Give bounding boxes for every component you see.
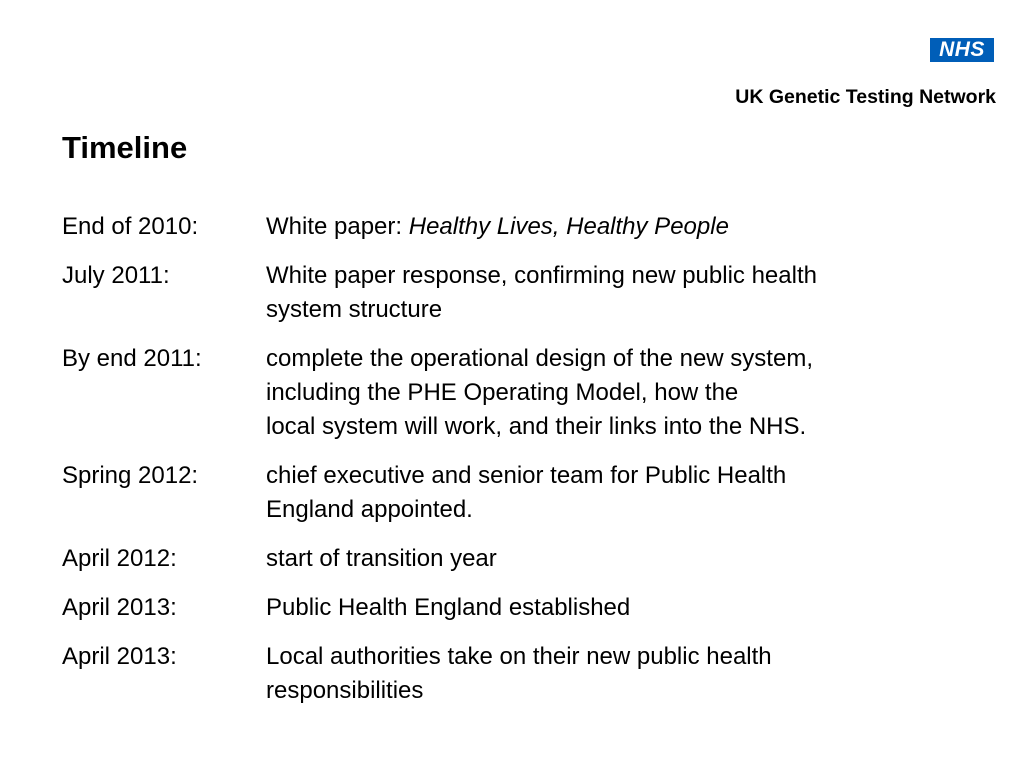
timeline-description bbox=[266, 210, 962, 244]
description-prefix: White paper: bbox=[266, 213, 409, 240]
timeline-date: Spring 2012: bbox=[62, 462, 199, 489]
nhs-logo: NHS bbox=[930, 38, 994, 62]
timeline-description: White paper response, confirming new public health system structure bbox=[266, 262, 817, 323]
timeline-date: April 2012: bbox=[62, 545, 177, 572]
timeline-entry bbox=[62, 591, 962, 625]
timeline-date: End of 2010: bbox=[62, 213, 199, 240]
timeline-description: chief executive and senior team for Public Health England appointed. bbox=[266, 462, 787, 523]
timeline-entry bbox=[62, 210, 962, 244]
network-name: UK Genetic Testing Network bbox=[735, 86, 996, 108]
white-paper-title: Healthy Lives, Healthy People bbox=[408, 213, 729, 240]
timeline-entry bbox=[62, 542, 962, 576]
timeline-date: July 2011: bbox=[62, 262, 170, 289]
timeline-list bbox=[62, 210, 962, 723]
timeline-entry bbox=[62, 342, 962, 444]
timeline-entry bbox=[62, 259, 962, 327]
timeline-date: By end 2011: bbox=[62, 345, 202, 372]
timeline-description: complete the operational design of the new system, including the PHE Operating Model, how the local system will work, and their links into the NHS. bbox=[266, 345, 813, 440]
timeline-date: April 2013: bbox=[62, 643, 177, 670]
header-logo-block bbox=[696, 34, 996, 114]
timeline-date: April 2013: bbox=[62, 594, 177, 621]
timeline-entry bbox=[62, 459, 962, 527]
page-title: Timeline bbox=[62, 130, 188, 165]
timeline-description: start of transition year bbox=[266, 545, 497, 572]
timeline-entry bbox=[62, 640, 962, 708]
timeline-description: Local authorities take on their new public health responsibilities bbox=[266, 643, 772, 704]
timeline-description: Public Health England established bbox=[266, 594, 631, 621]
